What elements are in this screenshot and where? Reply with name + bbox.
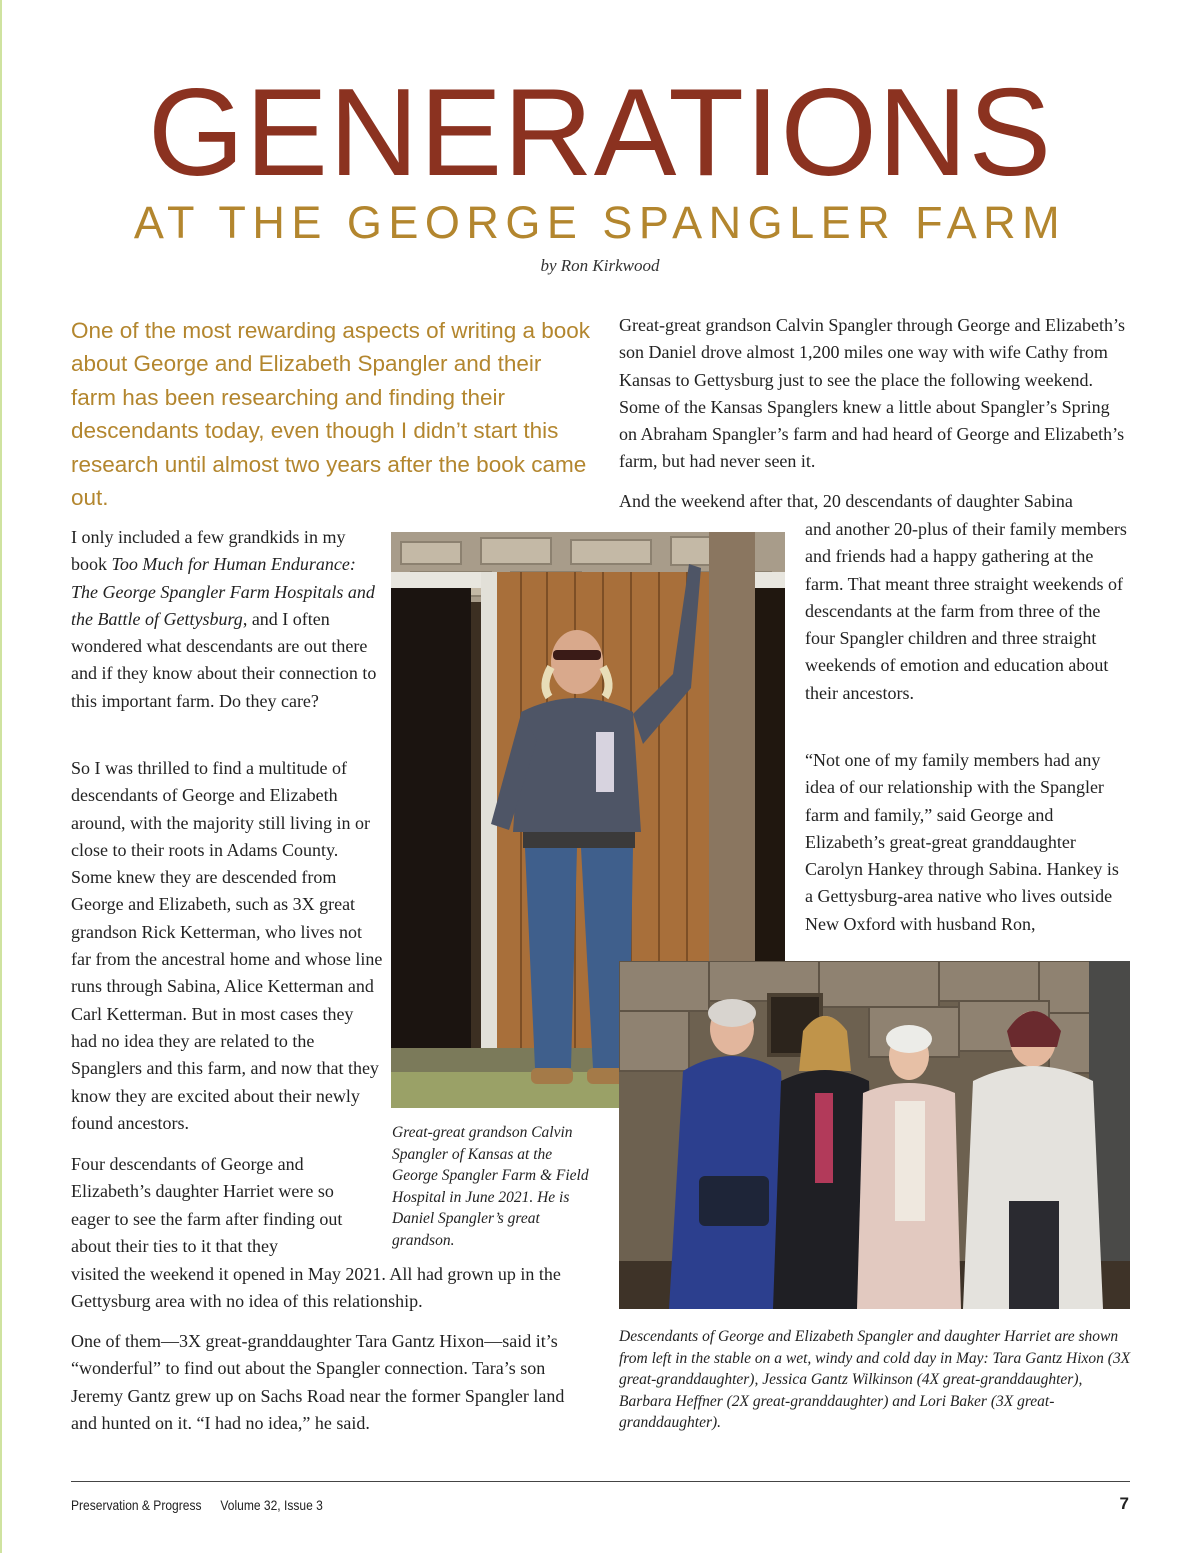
body-paragraph-5: Great-great grandson Calvin Spangler through George and Elizabeth’s son Daniel drove almost 1,200 miles one way with wife Cathy from Kansas to Gettysburg just to see the place the following weekend. Some of the Kansas Spanglers knew a little about Spangler’s Spring on Abraham Spangler’s farm and had heard of George and Elizabeth’s farm, but had never seen it. xyxy=(619,315,1126,472)
body-paragraph-1 xyxy=(71,524,383,715)
p1-text-a: I only included a few grandkids in my book xyxy=(71,527,346,575)
footer-divider xyxy=(71,1481,1130,1482)
footer-publication-info xyxy=(71,1497,323,1513)
body-paragraph-2: So I was thrilled to find a multitude of descendants of George and Elizabeth around, with the majority still living in or close to their roots in Adams County. Some knew they are descended from George and Elizabeth, such as 3X great grandson Rick Ketterman, who lives not far from the ancestral home and whose line runs through Sabina, Alice Ketterman and Carl Ketterman. But in most cases they had no idea they are related to the Spanglers and this farm, and now that they know they are excited about their newly found ancestors. xyxy=(71,758,383,1133)
body-paragraph-7: “Not one of my family members had any idea of our relationship with the Spangler farm and family,” said George and Elizabeth’s great-great granddaughter Carolyn Hankey through Sabina. Hankey is a Gettysburg-area native who lives outside New Oxford with husband Ron, xyxy=(805,750,1119,934)
page-number: 7 xyxy=(1119,1494,1129,1513)
body-paragraph-6: and another 20-plus of their family members and friends had a happy gathering at the farm. That meant three straight weekends of descendants at the farm from three of the four Spangler children and three straight weekends of emotion and education about their ancestors. xyxy=(805,519,1127,703)
body-paragraph-6-first-line: And the weekend after that, 20 descendants of daughter Sabina xyxy=(619,491,1073,511)
lead-paragraph: One of the most rewarding aspects of writing a book about George and Elizabeth Spangler and their farm has been researching and finding their descendants today, even though I didn’t start this research until almost two years after the book came out. xyxy=(71,318,591,511)
group-photo-caption: Descendants of George and Elizabeth Spangler and daughter Harriet are shown from left in the stable on a wet, windy and cold day in May: Tara Gantz Hixon (3X great-granddaughter), Jessica Gantz Wilkinson (4X great-granddaughter), Barbara Heffner (2X great-granddaughter) and Lori Baker (3X great-granddaughter). xyxy=(619,1328,1131,1431)
body-paragraph-4: One of them—3X great-granddaughter Tara Gantz Hixon—said it’s “wonderful” to find out about the Spangler connection. Tara’s son Jeremy Gantz grew up on Sachs Road near the former Spangler land and hunted on it. “I had no idea,” he said. xyxy=(71,1331,565,1433)
byline: by Ron Kirkwood xyxy=(540,256,660,275)
article-subtitle: AT THE GEORGE SPANGLER FARM xyxy=(133,197,1067,248)
body-paragraph-3-end: visited the weekend it opened in May 2021. All had grown up in the Gettysburg area with no idea of this relationship. xyxy=(71,1264,561,1312)
group-photo-illustration xyxy=(619,961,1130,1309)
article-title: GENERATIONS xyxy=(147,64,1053,202)
book-title: Too Much for Human Endurance: The George Spangler Farm Hospitals and the Battle of Gettysburg xyxy=(71,554,375,629)
descendants-group-photo xyxy=(619,961,1130,1309)
calvin-photo-caption: Great-great grandson Calvin Spangler of Kansas at the George Spangler Farm & Field Hospital in June 2021. He is Daniel Spangler’s great grandson. xyxy=(392,1124,589,1249)
issue-info: Volume 32, Issue 3 xyxy=(220,1497,323,1513)
p1-text-b: , and I often wondered what descendants are out there and if they know about their connection to this important farm. Do they care? xyxy=(71,608,377,711)
publication-name: Preservation & Progress xyxy=(71,1497,202,1513)
body-paragraph-3-start: Four descendants of George and Elizabeth’s daughter Harriet were so eager to see the farm after finding out about their ties to it that they xyxy=(71,1154,343,1256)
